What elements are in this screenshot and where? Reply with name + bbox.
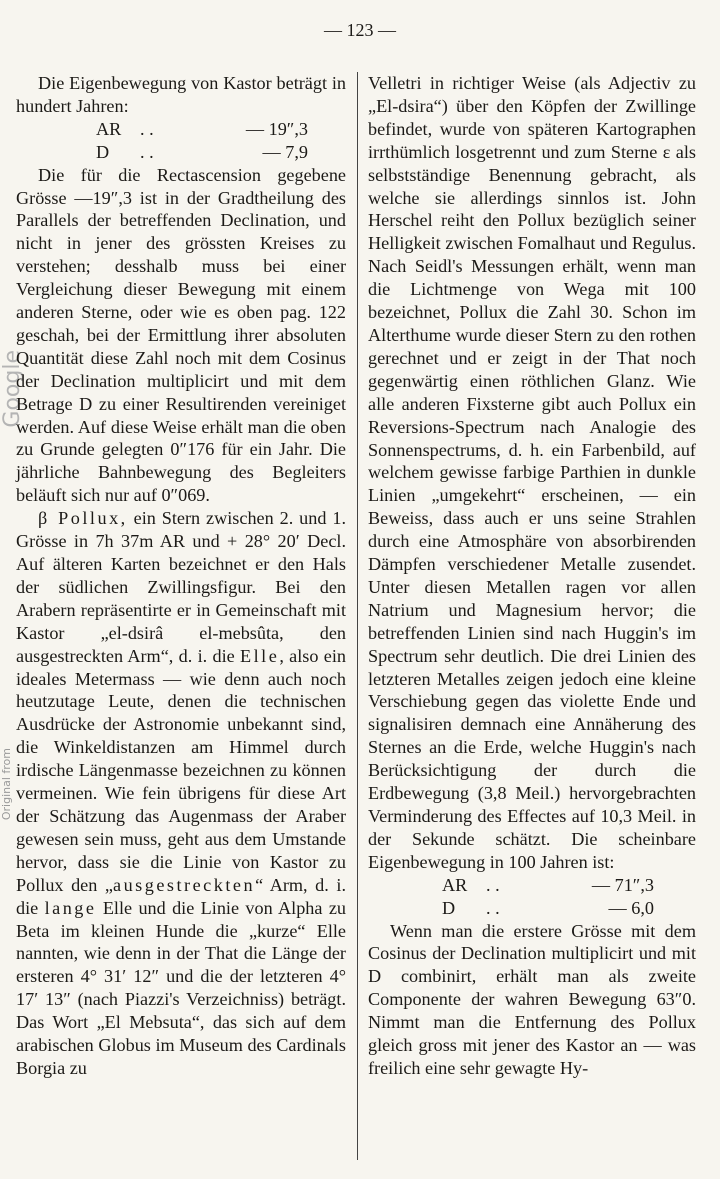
row-label: D (96, 141, 110, 162)
paragraph-components: Wenn man die erstere Grösse mit dem Cosinus der Declination multiplicirt und mit D combinirt, erhält man als zweite Componente der wahren Bewegung 63″0. Nimmt man die Entfernung des Pollux gleich gross mit jener des Kastor an — was freilich eine sehr gewagte Hy- (368, 920, 696, 1078)
right-column (368, 72, 696, 1080)
text-run: , also ein ideales Metermass — wie denn auch noch heutzutage Leute, denen die technischen Ausdrücke der Astronomie unbekannt sind, die Winkeldistanzen am Himmel durch irdische Längenmasse bezeichnen zu können vermeinen. Wie fein übrigens für diese Art der Schätzung das Augenmass der Araber gewesen sein muss, geht aus dem Umstande hervor, dass sie die Linie von Kastor zu Pollux den „ (16, 645, 346, 895)
row-label: AR (96, 118, 122, 139)
row-value: — 6,0 (608, 897, 654, 918)
left-column (16, 72, 346, 1080)
row-value: — 19″,3 (245, 118, 308, 139)
table-row-d (16, 141, 346, 164)
margin-original-from: Original from (0, 748, 13, 821)
star-name: β Pollux, (38, 508, 128, 529)
emphasis-lange: lange (44, 897, 97, 918)
table-row-d (368, 897, 696, 920)
paragraph-pollux (16, 507, 346, 1080)
table-row-ar (16, 118, 346, 141)
emphasis-ausgestreckten: ausgestreckten (113, 874, 256, 895)
row-dots: . . (140, 118, 154, 139)
text-run: Elle und die Linie von Alpha zu Beta im kleinen Hunde die „kurze“ Elle nannten, wie denn in der That die Länge der ersteren 4° 31′ 12″ und die der letzteren 4° 17′ 13″ (nach Piazzi's Verzeichniss) beträgt. Das Wort „El Mebsuta“, das sich auf dem arabischen Globus im Museum des Cardinals Borgia zu (16, 897, 346, 1078)
row-value: — 7,9 (262, 141, 308, 162)
paragraph-rectascension: Die für die Rectascension gegebene Grösse —19″,3 ist in der Gradtheilung des Parallels der betreffenden Declination, und nicht in jener des grössten Kreises zu verstehen; desshalb muss bei einer Vergleichung dieser Bewegung mit einem anderen Sterne, oder wie es oben pag. 122 geschah, bei der Ermittlung ihrer absoluten Quantität diese Zahl noch mit dem Cosinus der Declination multiplicirt und mit dem Betrage D zu einer Resultirenden vereiniget werden. Auf diese Weise erhält man die oben zu Grunde gelegten 0″176 für ein Jahr. Die jährliche Bahnbewegung des Begleiters beläuft sich nur auf 0″069. (16, 164, 346, 506)
row-label: AR (442, 874, 468, 895)
page-number: — 123 — (324, 20, 396, 40)
margin-watermark-logo: Google (0, 350, 25, 428)
row-dots: . . (486, 897, 500, 918)
row-label: D (442, 897, 456, 918)
paragraph-kastor-motion: Die Eigenbewegung von Kastor beträgt in hundert Jahren: (16, 73, 346, 116)
column-divider (357, 72, 358, 1160)
paragraph-velletri: Velletri in richtiger Weise (als Adjectiv zu „El-dsira“) über den Köpfen der Zwillinge befindet, wurde von späteren Kartographen irrthümlich losgetrennt und zum Sterne ε als selbstständige Benennung gebracht, als welche sie allerdings sinnlos ist. John Herschel reiht den Pollux bezüglich seiner Helligkeit zwischen Fomalhaut und Regulus. Nach Seidl's Messungen erhält, wenn man die Lichtmenge von Wega mit 100 bezeichnet, Pollux die Zahl 30. Schon im Alterthume wurde dieser Stern zu den rothen gerechnet und er zeigt in der That noch gegenwärtig einen röthlichen Glanz. Wie alle anderen Fixsterne gibt auch Pollux ein Reversions-Spectrum nach Analogie des Sonnenspectrums, d. h. ein Farbenbild, auf welchem gewisse farbige Parthien in dunkle Linien „umgekehrt“ erscheinen, — ein Beweiss, dass auch er uns seine Strahlen durch eine Atmosphäre von absorbirenden Dämpfen verschiedener Metalle zusendet. Unter diesen Metallen ragen vor allen Natrium und Magnesium hervor; die betreffenden Linien sind nach Huggin's im Spectrum sehr deutlich. Die drei Linien des letzteren Metalles zeigen jedoch eine kleine Verschiebung gegen das violette Ende und signalisiren demnach eine Annäherung des Sternes an die Erde, welche Huggin's nach Berücksichtigung der durch die Erdbewegung (3,8 Meil.) hervorgebrachten Verminderung des Effectes auf 10,3 Meil. in der Sekunde schätzt. Die scheinbare Eigenbewegung in 100 Jahren ist: (368, 73, 696, 872)
emphasis-elle: Elle (240, 645, 280, 666)
text-run: “ Arm, d. i. die (16, 874, 346, 918)
row-dots: . . (140, 141, 154, 162)
row-dots: . . (486, 874, 500, 895)
text-run: ein Stern zwischen 2. und 1. Grösse in 7h 37m AR und + 28° 20′ Decl. Auf älteren Karten bezeichnet er den Hals der südlichen Zwillingsfigur. Bei den Arabern repräsentirte er in Gemeinschaft mit Kastor „el-dsirâ el-mebsûta, den ausgestreckten Arm“, d. i. die (16, 508, 346, 666)
table-row-ar (368, 874, 696, 897)
row-value: — 71″,3 (591, 874, 654, 895)
